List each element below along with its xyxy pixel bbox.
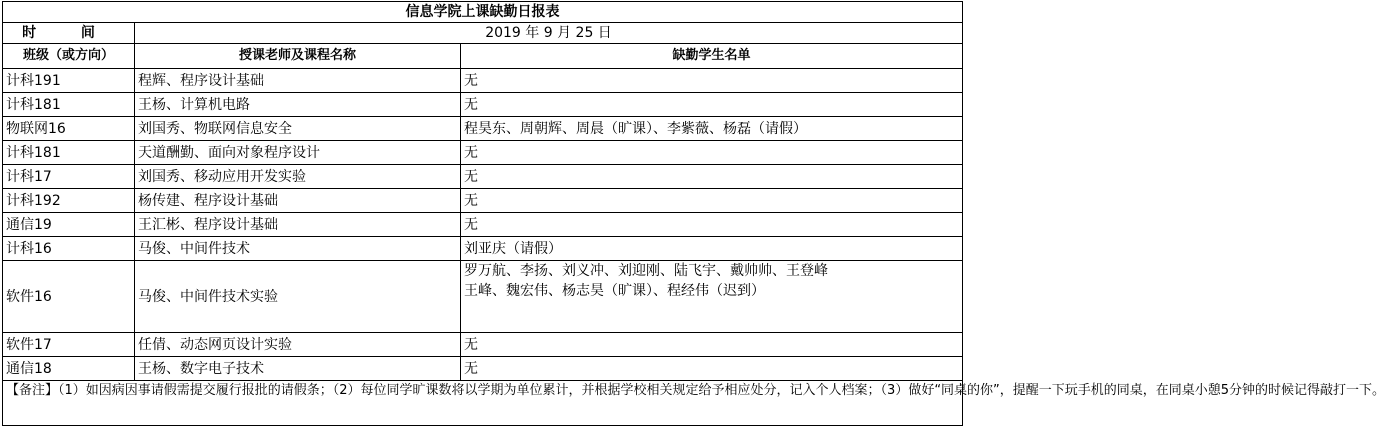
date-row	[3, 23, 963, 44]
absent-line: 罗万航、李扬、刘义冲、刘迎刚、陆飞宇、戴帅帅、王登峰	[464, 263, 828, 279]
teacher-course-cell: 王汇彬、程序设计基础	[135, 213, 461, 237]
absent-cell: 无	[461, 357, 963, 381]
teacher-course-cell: 天道酬勤、面向对象程序设计	[135, 141, 461, 165]
class-cell: 软件17	[3, 333, 135, 357]
class-cell: 通信18	[3, 357, 135, 381]
absent-line: 王峰、魏宏伟、杨志昊（旷课）、程经伟（迟到）	[464, 283, 765, 299]
absent-cell: 无	[461, 69, 963, 93]
table-row	[3, 165, 963, 189]
teacher-course-cell: 刘国秀、移动应用开发实验	[135, 165, 461, 189]
absent-cell: 无	[461, 165, 963, 189]
table-row	[3, 141, 963, 165]
absent-cell: 无	[461, 213, 963, 237]
table-row	[3, 357, 963, 381]
title-row	[3, 2, 963, 23]
note-row	[3, 381, 963, 426]
table-row	[3, 333, 963, 357]
header-absent: 缺勤学生名单	[461, 44, 963, 69]
teacher-course-cell: 程辉、程序设计基础	[135, 69, 461, 93]
teacher-course-cell: 任倩、动态网页设计实验	[135, 333, 461, 357]
class-cell: 计科17	[3, 165, 135, 189]
table-row	[3, 117, 963, 141]
absent-cell: 无	[461, 93, 963, 117]
header-class: 班级（或方向）	[3, 44, 135, 69]
table-row	[3, 261, 963, 333]
report-title: 信息学院上课缺勤日报表	[3, 2, 963, 23]
teacher-course-cell: 刘国秀、物联网信息安全	[135, 117, 461, 141]
teacher-course-cell: 王杨、数字电子技术	[135, 357, 461, 381]
teacher-course-cell: 王杨、计算机电路	[135, 93, 461, 117]
teacher-course-cell: 杨传建、程序设计基础	[135, 189, 461, 213]
class-cell: 通信19	[3, 213, 135, 237]
header-row	[3, 44, 963, 69]
table-row	[3, 93, 963, 117]
report-date: 2019 年 9 月 25 日	[135, 23, 963, 44]
class-cell: 物联网16	[3, 117, 135, 141]
class-cell: 软件16	[3, 261, 135, 333]
table-row	[3, 189, 963, 213]
absent-cell	[461, 261, 963, 333]
absent-cell: 刘亚庆（请假）	[461, 237, 963, 261]
absent-cell: 无	[461, 189, 963, 213]
teacher-course-cell: 马俊、中间件技术实验	[135, 261, 461, 333]
absence-report-table	[2, 1, 1385, 426]
teacher-course-cell: 马俊、中间件技术	[135, 237, 461, 261]
note-text: 【备注】（1）如因病因事请假需提交履行报批的请假条；（2）每位同学旷课数将以学期为单位累计，并根据学校相关规定给予相应处分，记入个人档案；（3）做好“同桌的你”，提醒一下玩手机的同桌，在同桌小憩5分钟的时候记得敲打一下。	[3, 381, 963, 426]
table-row	[3, 69, 963, 93]
time-label: 时 间	[3, 23, 135, 44]
absent-cell: 无	[461, 141, 963, 165]
table-row	[3, 213, 963, 237]
absent-cell: 程昊东、周朝辉、周晨（旷课）、李紫薇、杨磊（请假）	[461, 117, 963, 141]
header-teacher-course: 授课老师及课程名称	[135, 44, 461, 69]
class-cell: 计科191	[3, 69, 135, 93]
table-row	[3, 237, 963, 261]
class-cell: 计科181	[3, 93, 135, 117]
absent-cell: 无	[461, 333, 963, 357]
class-cell: 计科16	[3, 237, 135, 261]
class-cell: 计科181	[3, 141, 135, 165]
class-cell: 计科192	[3, 189, 135, 213]
